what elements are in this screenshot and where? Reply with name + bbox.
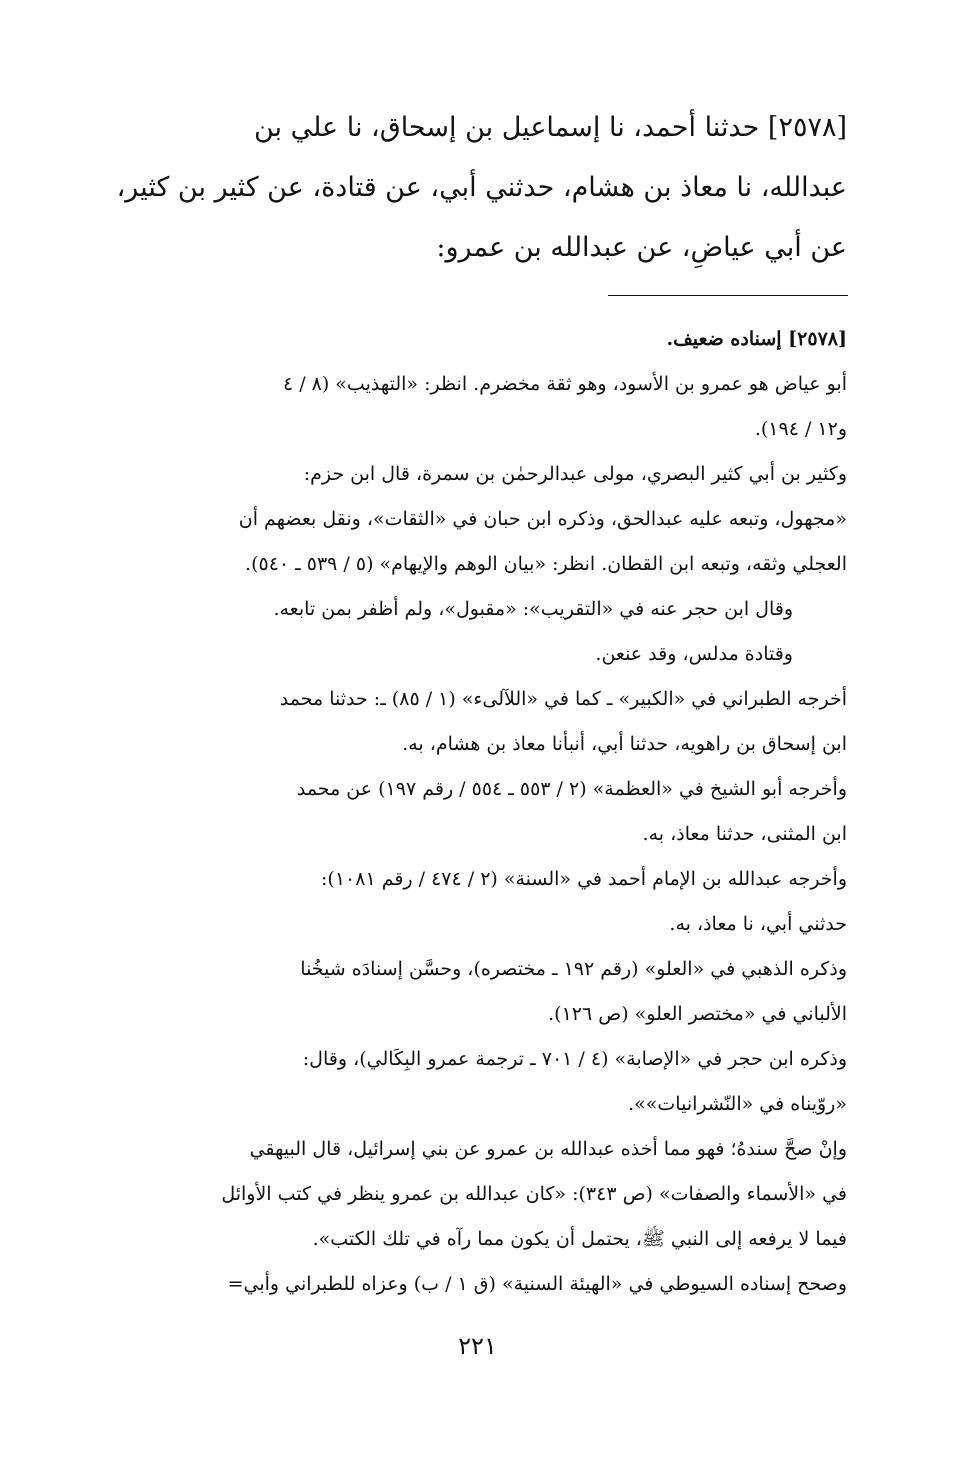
footnote-line: أخرجه الطبراني في «الكبير» ـ كما في «اللآلىء» (١ / ٨٥) ـ: حدثنا محمد — [279, 688, 847, 710]
footnote-line: «روّيناه في «النّشرانيات»». — [628, 1093, 847, 1115]
footnote-line: الألباني في «مختصر العلو» (ص ١٢٦). — [548, 1003, 847, 1025]
footnote-line: وإنْ صحَّ سندهُ؛ فهو مما أخذه عبدالله بن عمرو عن بني إسرائيل، قال البيهقي — [249, 1138, 847, 1160]
footnote-line: وأخرجه عبدالله بن الإمام أحمد في «السنة» (٢ / ٤٧٤ / رقم ١٠٨١): — [321, 868, 847, 890]
hadith-text-line-3: عن أبي عياضٍ، عن عبدالله بن عمرو: — [436, 232, 847, 263]
page-number: ٢٢١ — [458, 1332, 497, 1360]
footnote-title: [٢٥٧٨] إسناده ضعيف. — [666, 328, 847, 350]
hadith-text-line-2: عبدالله، نا معاذ بن هشام، حدثني أبي، عن قتادة، عن كثير بن كثير، — [116, 172, 847, 203]
footnote-line: وذكره ابن حجر في «الإصابة» (٤ / ٧٠١ ـ ترجمة عمرو البِكَالي)، وقال: — [302, 1048, 847, 1070]
footnote-line: أبو عياض هو عمرو بن الأسود، وهو ثقة مخضرم. انظر: «التهذيب» (٨ / ٤ — [282, 373, 847, 395]
footnote-line: و١٢ / ١٩٤). — [754, 418, 847, 440]
footnote-line: ابن المثنى، حدثنا معاذ، به. — [642, 823, 847, 845]
footnote-line: ابن إسحاق بن راهويه، حدثنا أبي، أنبأنا معاذ بن هشام، به. — [402, 733, 847, 755]
footnote-line: العجلي وثقه، وتبعه ابن القطان. انظر: «بيان الوهم والإيهام» (٥ / ٥٣٩ ـ ٥٤٠). — [245, 553, 847, 575]
footnote-separator — [608, 295, 848, 296]
hadith-text-line-1: [٢٥٧٨] حدثنا أحمد، نا إسماعيل بن إسحاق، نا علي بن — [253, 112, 847, 143]
footnote-line: «مجهول، وتبعه عليه عبدالحق، وذكره ابن حبان في «الثقات»، ونقل بعضهم أن — [238, 508, 847, 530]
footnote-line: وذكره الذهبي في «العلو» (رقم ١٩٢ ـ مختصره)، وحسَّن إسنادَه شيخُنا — [300, 958, 847, 980]
footnote-line: وكثير بن أبي كثير البصري، مولى عبدالرحمٰن بن سمرة، قال ابن حزم: — [303, 463, 847, 485]
footnote-line: فيما لا يرفعه إلى النبي ﷺ، يحتمل أن يكون مما رآه في تلك الكتب». — [312, 1228, 847, 1250]
footnote-line: وصحح إسناده السيوطي في «الهيئة السنية» (ق ١ / ب) وعزاه للطبراني وأبي= — [227, 1273, 847, 1295]
footnote-line: وقال ابن حجر عنه في «التقريب»: «مقبول»، ولم أظفر بمن تابعه. — [273, 598, 793, 620]
footnote-line: حدثني أبي، نا معاذ، به. — [669, 913, 847, 935]
footnote-line: وقتادة مدلس، وقد عنعن. — [595, 643, 793, 665]
footnote-line: في «الأسماء والصفات» (ص ٣٤٣): «كان عبدالله بن عمرو ينظر في كتب الأوائل — [221, 1183, 847, 1205]
footnote-line: وأخرجه أبو الشيخ في «العظمة» (٢ / ٥٥٣ ـ ٥٥٤ / رقم ١٩٧) عن محمد — [296, 778, 847, 800]
